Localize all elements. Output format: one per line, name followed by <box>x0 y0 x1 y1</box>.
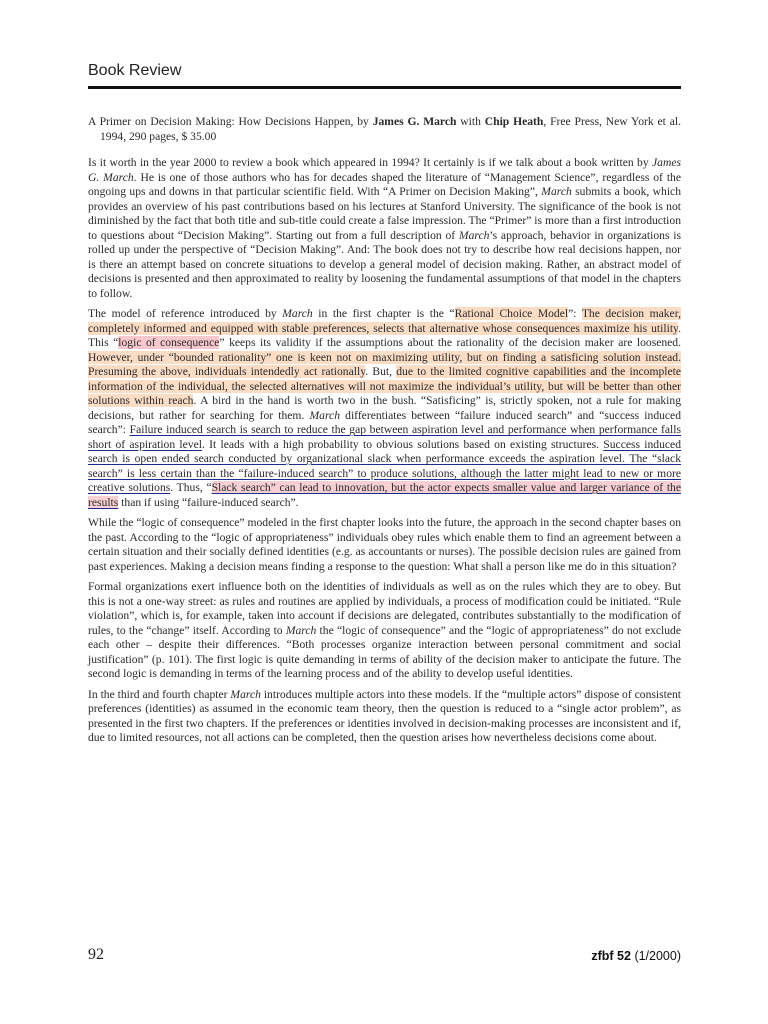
author-name: March <box>285 623 317 637</box>
paragraph <box>88 580 681 682</box>
author-name: March <box>309 408 340 422</box>
text-run: submits a book, which provides an overview of his past contributions based on his lectures at Stanford University. The significance of the book is not diminished by the fact that both title and sub-title could create a false impression. The “Primer” is more than a first introduction to questions about “Decision Making”. Starting out from a full description of <box>88 185 681 242</box>
highlight: logic of consequence <box>118 336 220 349</box>
text-run: The model of reference introduced by <box>88 307 283 320</box>
highlight: However, under “bounded rationality” one is keen not on maximizing utility, but on finding a satisficing solution instead. Presuming the above, individuals intendedly act rationally <box>88 350 681 378</box>
citation-prefix: A Primer on Decision Making: How Decisions Happen, by <box>88 115 373 128</box>
author-name: James G. March <box>88 156 681 184</box>
text-run: than if using “failure-induced search”. <box>118 495 299 509</box>
book-citation <box>88 115 681 144</box>
text-run: In the third and fourth chapter <box>88 687 231 701</box>
section-header: Book Review <box>88 62 182 79</box>
text-run: While the “logic of consequence” modeled in the first chapter looks into the future, the approach in the second chapter bases on the past. According to the “logic of appropriateness” individuals obey rules which enable them to find an agreement between a certain situation and their socially defined identities (e.g. as accountants or nurses). The possible decision rules are gained from past experiences. Making a decision means finding a response to the question: What shall a person like me do in this situation? <box>88 516 681 573</box>
author-name: March <box>282 307 313 320</box>
text-run: ’s approach, behavior in organizations is rolled up under the perspective of “Decision Making”. And: The book does not try to describe how real decisions happen, nor is there an attempt based on concrete situations to develop a general model of decision making. Rather, an abstract model of decisions is presented and then approximated to reality by loosening the fundamental assumptions of that model in the chapters to follow. <box>88 228 681 300</box>
highlight: Rational Choice Model <box>454 307 569 320</box>
paragraph <box>88 688 681 746</box>
text-run: the “logic of consequence” and the “logic of appropriateness” do not exclude each other – despite their differences. “Both processes organize interaction between personal commitment and social justification” (p. 101). The first logic is quite demanding in terms of ability of the decision maker to anticipate the future. The second logic is demanding in terms of the learning process and of the ability to develop useful identities. <box>88 623 681 680</box>
text-run: . This “ <box>88 321 681 349</box>
underlined-text: Success induced search is open ended search conducted by organizational slack when performance exceeds the aspiration level. The “slack search” is less certain than the “failure-induced search” to produce solutions, although the latter might lead to new or more creative solutions <box>88 437 681 494</box>
paragraph <box>88 516 681 574</box>
citation-publisher: , Free Press, New York et al. 1994, 290 pages, $ 35.00 <box>100 115 681 143</box>
underlined-text: Failure induced search is search to reduce the gap between aspiration level and performance when performance falls short of aspiration level <box>88 423 682 451</box>
text-run: ” keeps its validity if the assumptions about the rationality of the decision maker are loosened. <box>219 336 681 349</box>
author-name: March <box>541 185 572 198</box>
paragraph <box>88 156 681 301</box>
text-run: . It leads with a high probability to obvious solutions based on existing structures. <box>201 437 604 451</box>
journal-reference <box>591 949 681 963</box>
text-run: . But, <box>365 365 397 378</box>
journal-issue: (1/2000) <box>634 949 681 963</box>
text-run: in the first chapter is the “ <box>312 307 455 320</box>
text-run: ”: <box>568 307 582 320</box>
text-run: differentiates between “failure induced search” and “success induced search”: <box>88 408 681 436</box>
header-rule <box>88 86 681 89</box>
text-run: Formal organizations exert influence both on the identities of individuals as well as on the rules which they are to obey. But this is not a one-way street: as rules and routines are applied by individuals, a process of modification could be initiated. “Rule violation”, which is, for example, taken into account if decisions are delegated, contributes substantially to the modification of rules, to the “change” itself. According to <box>88 580 681 637</box>
text-run: . Thus, “ <box>170 481 212 494</box>
underlined-highlight: Slack search” can lead to innovation, but the actor expects smaller value and larger variance of the results <box>88 481 682 509</box>
text-run: . He is one of those authors who has for decades shaped the literature of “Management Science”, regardless of the ongoing ups and downs in that particular scientific field. With “A Primer on Decision Making”, <box>88 170 681 198</box>
citation-author: James G. March <box>372 115 457 128</box>
text-run: Is it worth in the year 2000 to review a book which appeared in 1994? It certainly is if we talk about a book written by <box>88 156 653 169</box>
highlight: due to the limited cognitive capabilities and the incomplete information of the individual, the selected alternatives will not maximize the individual’s utility, but will be better than other solutions within reach <box>88 365 681 407</box>
citation-with: with <box>456 115 485 128</box>
highlight: The decision maker, completely informed and equipped with stable preferences, selects that alternative whose consequences maximize his utility <box>88 307 681 335</box>
author-name: March <box>458 228 490 242</box>
text-run: introduces multiple actors into these models. If the “multiple actors” dispose of consistent preferences (identities) as assumed in the economic team theory, then the question is reduced to a “single actor problem”, as presented in the first two chapters. If the preferences or identities involved in decision-making processes are inconsistent and if, due to limited resources, not all actions can be completed, then the question arises how nevertheless decisions come about. <box>88 687 682 744</box>
citation-coauthor: Chip Heath <box>484 115 544 128</box>
journal-volume: 52 <box>617 949 631 963</box>
text-run: . A bird in the hand is worth two in the bush. “Satisficing” is, strictly spoken, not a rule for making decisions, but rather for searching for them. <box>88 394 681 422</box>
journal-name: zfbf <box>591 949 614 963</box>
author-name: March <box>230 687 261 701</box>
page-number: 92 <box>88 946 104 963</box>
paragraph <box>88 307 681 510</box>
article-body <box>88 115 681 752</box>
